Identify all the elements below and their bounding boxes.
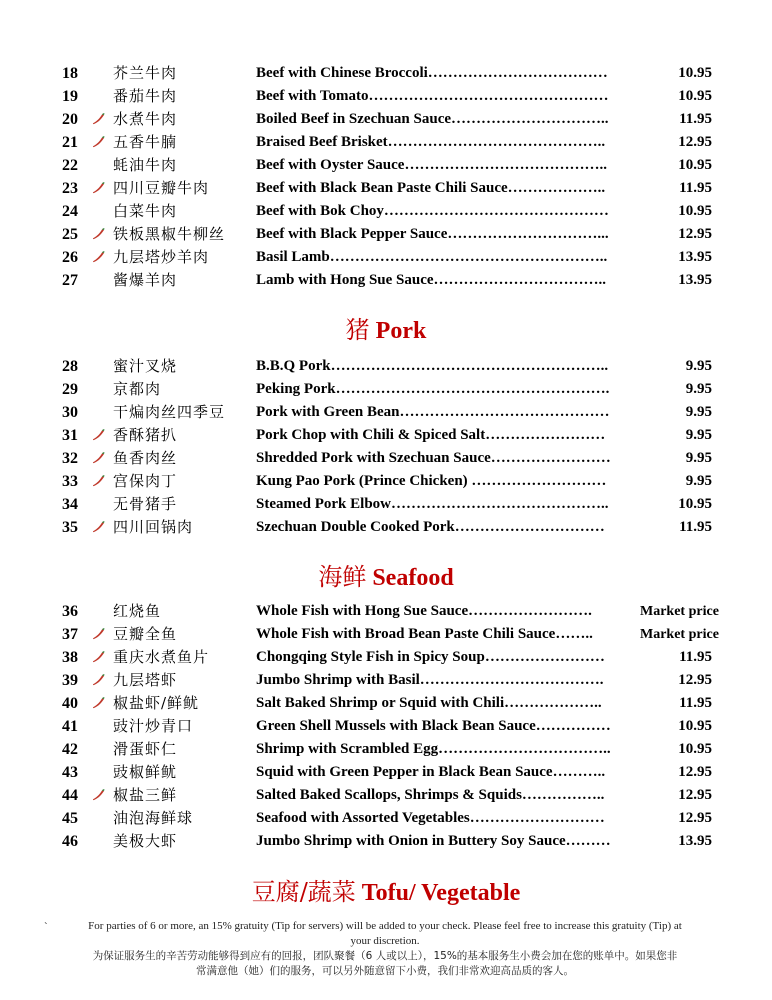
item-name-english: Whole Fish with Broad Bean Paste Chili Sauce…….. [256,626,593,642]
item-name-english: Jumbo Shrimp with Basil………………………………. [256,672,604,688]
item-number: 18 [62,65,78,82]
item-name-chinese: 滑蛋虾仁 [113,740,178,758]
menu-item [0,401,772,424]
chili-pepper-icon [91,649,107,665]
item-name-english: Chongqing Style Fish in Spicy Soup…………………… [256,649,605,665]
item-number: 34 [62,496,78,513]
item-number: 35 [62,519,78,536]
item-price: 12.95 [678,226,712,242]
item-price: 9.95 [685,473,712,489]
item-name-english: Jumbo Shrimp with Onion in Buttery Soy Sauce……… [256,833,611,849]
menu-item [0,470,772,493]
item-number: 19 [62,88,78,105]
item-name-english: Shrimp with Scrambled Egg…………………………….. [256,741,611,757]
chili-pepper-icon [91,180,107,196]
item-number: 29 [62,381,78,398]
pork-heading-en: Pork [375,318,427,344]
item-price: 10.95 [678,741,712,757]
menu-item [0,516,772,539]
item-name-chinese: 椒盐虾/鲜鱿 [113,694,200,712]
item-name-chinese: 豉汁炒青口 [113,717,194,735]
menu-item [0,784,772,807]
item-name-english: Green Shell Mussels with Black Bean Sauce…………… [256,718,611,734]
menu-item [0,154,772,177]
item-number: 42 [62,741,78,758]
item-price: 12.95 [678,810,712,826]
item-name-chinese: 蜜汁叉烧 [113,357,178,375]
item-price: 12.95 [678,764,712,780]
item-price: 10.95 [678,496,712,512]
item-price: 11.95 [679,695,712,711]
item-price: Market price [640,627,719,642]
item-name-english: Beef with Black Bean Paste Chili Sauce……………….. [256,180,606,196]
item-price: 10.95 [678,88,712,104]
item-name-chinese: 豉椒鲜鱿 [113,763,178,781]
chili-pepper-icon [91,672,107,688]
menu-item [0,85,772,108]
item-price: 13.95 [678,833,712,849]
gratuity-note-cn-2: 常满意他（她）们的服务，可以另外随意留下小费，我们非常欢迎高品质的客人。 [196,965,574,977]
item-number: 24 [62,203,78,220]
gratuity-note-cn-1: 为保证服务生的辛苦劳动能够得到应有的回报，团队聚餐（6 人或以上），15%的基本服务生小费会加在您的账单中。如果您非 [92,950,678,962]
item-price: 13.95 [678,249,712,265]
item-name-chinese: 宫保肉丁 [113,472,178,490]
menu-item [0,378,772,401]
item-price: 11.95 [679,649,712,665]
item-name-english: Shredded Pork with Szechuan Sauce…………………… [256,450,611,466]
item-price: 9.95 [685,358,712,374]
item-price: 10.95 [678,65,712,81]
item-name-english: Pork Chop with Chili & Spiced Salt…………………… [256,427,606,443]
item-price: 9.95 [685,404,712,420]
item-name-english: Whole Fish with Hong Sue Sauce……………………. [256,603,592,619]
menu-item [0,108,772,131]
chili-pepper-icon [91,787,107,803]
chili-pepper-icon [91,626,107,642]
item-name-english: Basil Lamb……………………………………………….. [256,249,608,265]
menu-item [0,131,772,154]
menu-item [0,600,772,623]
item-name-chinese: 重庆水煮鱼片 [113,648,210,666]
item-number: 30 [62,404,78,421]
item-number: 20 [62,111,78,128]
item-name-chinese: 芥兰牛肉 [113,64,178,82]
item-price: Market price [640,604,719,619]
menu-item [0,493,772,516]
menu-item [0,715,772,738]
chili-pepper-icon [91,519,107,535]
item-price: 10.95 [678,203,712,219]
gratuity-note-en-2: your discretion. [350,935,420,947]
item-number: 43 [62,764,78,781]
menu-item [0,623,772,646]
chili-pepper-icon [91,111,107,127]
menu-item [0,830,772,853]
item-number: 22 [62,157,78,174]
item-name-chinese: 京都肉 [113,380,162,398]
chili-pepper-icon [91,450,107,466]
item-name-english: Salt Baked Shrimp or Squid with Chili……………….. [256,695,602,711]
item-name-chinese: 鱼香肉丝 [113,449,178,467]
item-name-chinese: 白菜牛肉 [113,202,178,220]
item-number: 25 [62,226,78,243]
item-price: 10.95 [678,157,712,173]
item-number: 23 [62,180,78,197]
stray-mark: ` [44,921,48,933]
item-name-english: Boiled Beef in Szechuan Sauce………………………….. [256,111,609,127]
item-price: 12.95 [678,134,712,150]
item-name-english: Beef with Bok Choy……………………………………… [256,203,609,219]
menu-item [0,246,772,269]
item-number: 39 [62,672,78,689]
item-price: 11.95 [679,111,712,127]
item-price: 12.95 [678,787,712,803]
item-price: 9.95 [685,450,712,466]
item-number: 26 [62,249,78,266]
item-name-chinese: 干煸肉丝四季豆 [113,403,226,421]
item-number: 33 [62,473,78,490]
item-number: 44 [62,787,78,804]
item-name-english: Pork with Green Bean…………………………………… [256,404,610,420]
item-price: 9.95 [685,381,712,397]
item-number: 28 [62,358,78,375]
item-name-chinese: 椒盐三鲜 [113,786,178,804]
item-name-english: Szechuan Double Cooked Pork………………………… [256,519,605,535]
item-name-chinese: 五香牛腩 [113,133,178,151]
item-price: 9.95 [685,427,712,443]
menu-item [0,646,772,669]
item-name-chinese: 铁板黑椒牛柳丝 [113,225,226,243]
seafood-heading-cn: 海鲜 [318,563,367,591]
item-name-chinese: 豆瓣全鱼 [113,625,178,643]
item-name-chinese: 油泡海鲜球 [113,809,194,827]
menu-item [0,692,772,715]
menu-item [0,62,772,85]
item-name-english: Beef with Chinese Broccoli……………………………… [256,65,608,81]
menu-item [0,761,772,784]
item-name-chinese: 九层塔炒羊肉 [113,248,210,266]
tofu-heading [0,872,772,907]
item-number: 45 [62,810,78,827]
item-name-chinese: 水煮牛肉 [113,110,178,128]
item-number: 21 [62,134,78,151]
chili-pepper-icon [91,226,107,242]
item-number: 32 [62,450,78,467]
item-name-english: B.B.Q Pork……………………………………………….. [256,358,609,374]
item-name-chinese: 番茄牛肉 [113,87,178,105]
menu-item [0,223,772,246]
item-name-chinese: 酱爆羊肉 [113,271,178,289]
menu-item [0,177,772,200]
item-name-english: Salted Baked Scallops, Shrimps & Squids…………….. [256,787,605,803]
gratuity-note-en-1: For parties of 6 or more, an 15% gratuity (Tip for servers) will be added to your check. Please feel free to increase this gratuity (Tip) at [88,920,682,932]
item-name-english: Beef with Oyster Sauce………………………………….. [256,157,607,173]
chili-pepper-icon [91,134,107,150]
item-name-english: Lamb with Hong Sue Sauce…………………………….. [256,272,607,288]
item-name-chinese: 无骨猪手 [113,495,178,513]
chili-pepper-icon [91,695,107,711]
item-number: 40 [62,695,78,712]
menu-item [0,355,772,378]
item-number: 46 [62,833,78,850]
gratuity-note [40,919,730,979]
item-name-chinese: 蚝油牛肉 [113,156,178,174]
item-name-english: Peking Pork………………………………………………. [256,381,610,397]
item-name-english: Seafood with Assorted Vegetables……………………… [256,810,605,826]
item-name-english: Beef with Tomato………………………………………… [256,88,609,104]
item-price: 12.95 [678,672,712,688]
item-number: 38 [62,649,78,666]
item-name-english: Beef with Black Pepper Sauce…………………………... [256,226,609,242]
tofu-heading-cn: 豆腐/蔬菜 [251,878,356,906]
item-number: 36 [62,603,78,620]
menu-item [0,807,772,830]
item-name-chinese: 九层塔虾 [113,671,178,689]
item-number: 31 [62,427,78,444]
chili-pepper-icon [91,427,107,443]
menu-item [0,424,772,447]
item-name-english: Kung Pao Pork (Prince Chicken) ……………………… [256,473,607,489]
item-name-english: Squid with Green Pepper in Black Bean Sauce……….. [256,764,606,780]
item-number: 37 [62,626,78,643]
pork-heading [0,310,772,345]
item-price: 10.95 [678,718,712,734]
item-number: 27 [62,272,78,289]
chili-pepper-icon [91,249,107,265]
tofu-heading-en: Tofu/ Vegetable [361,880,521,906]
item-price: 11.95 [679,519,712,535]
item-number: 41 [62,718,78,735]
item-price: 11.95 [679,180,712,196]
item-name-chinese: 香酥猪扒 [113,426,178,444]
chili-pepper-icon [91,473,107,489]
menu-item [0,447,772,470]
menu-item [0,738,772,761]
menu-item [0,269,772,292]
item-name-english: Braised Beef Brisket…………………………………….. [256,134,606,150]
item-price: 13.95 [678,272,712,288]
item-name-chinese: 四川回锅肉 [113,518,194,536]
item-name-chinese: 美极大虾 [113,832,178,850]
seafood-heading-en: Seafood [372,565,454,591]
menu-item [0,669,772,692]
item-name-chinese: 红烧鱼 [113,602,162,620]
item-name-chinese: 四川豆瓣牛肉 [113,179,210,197]
menu-item [0,200,772,223]
item-name-english: Steamed Pork Elbow…………………………………….. [256,496,609,512]
seafood-heading [0,557,772,592]
pork-heading-cn: 猪 [345,316,370,344]
